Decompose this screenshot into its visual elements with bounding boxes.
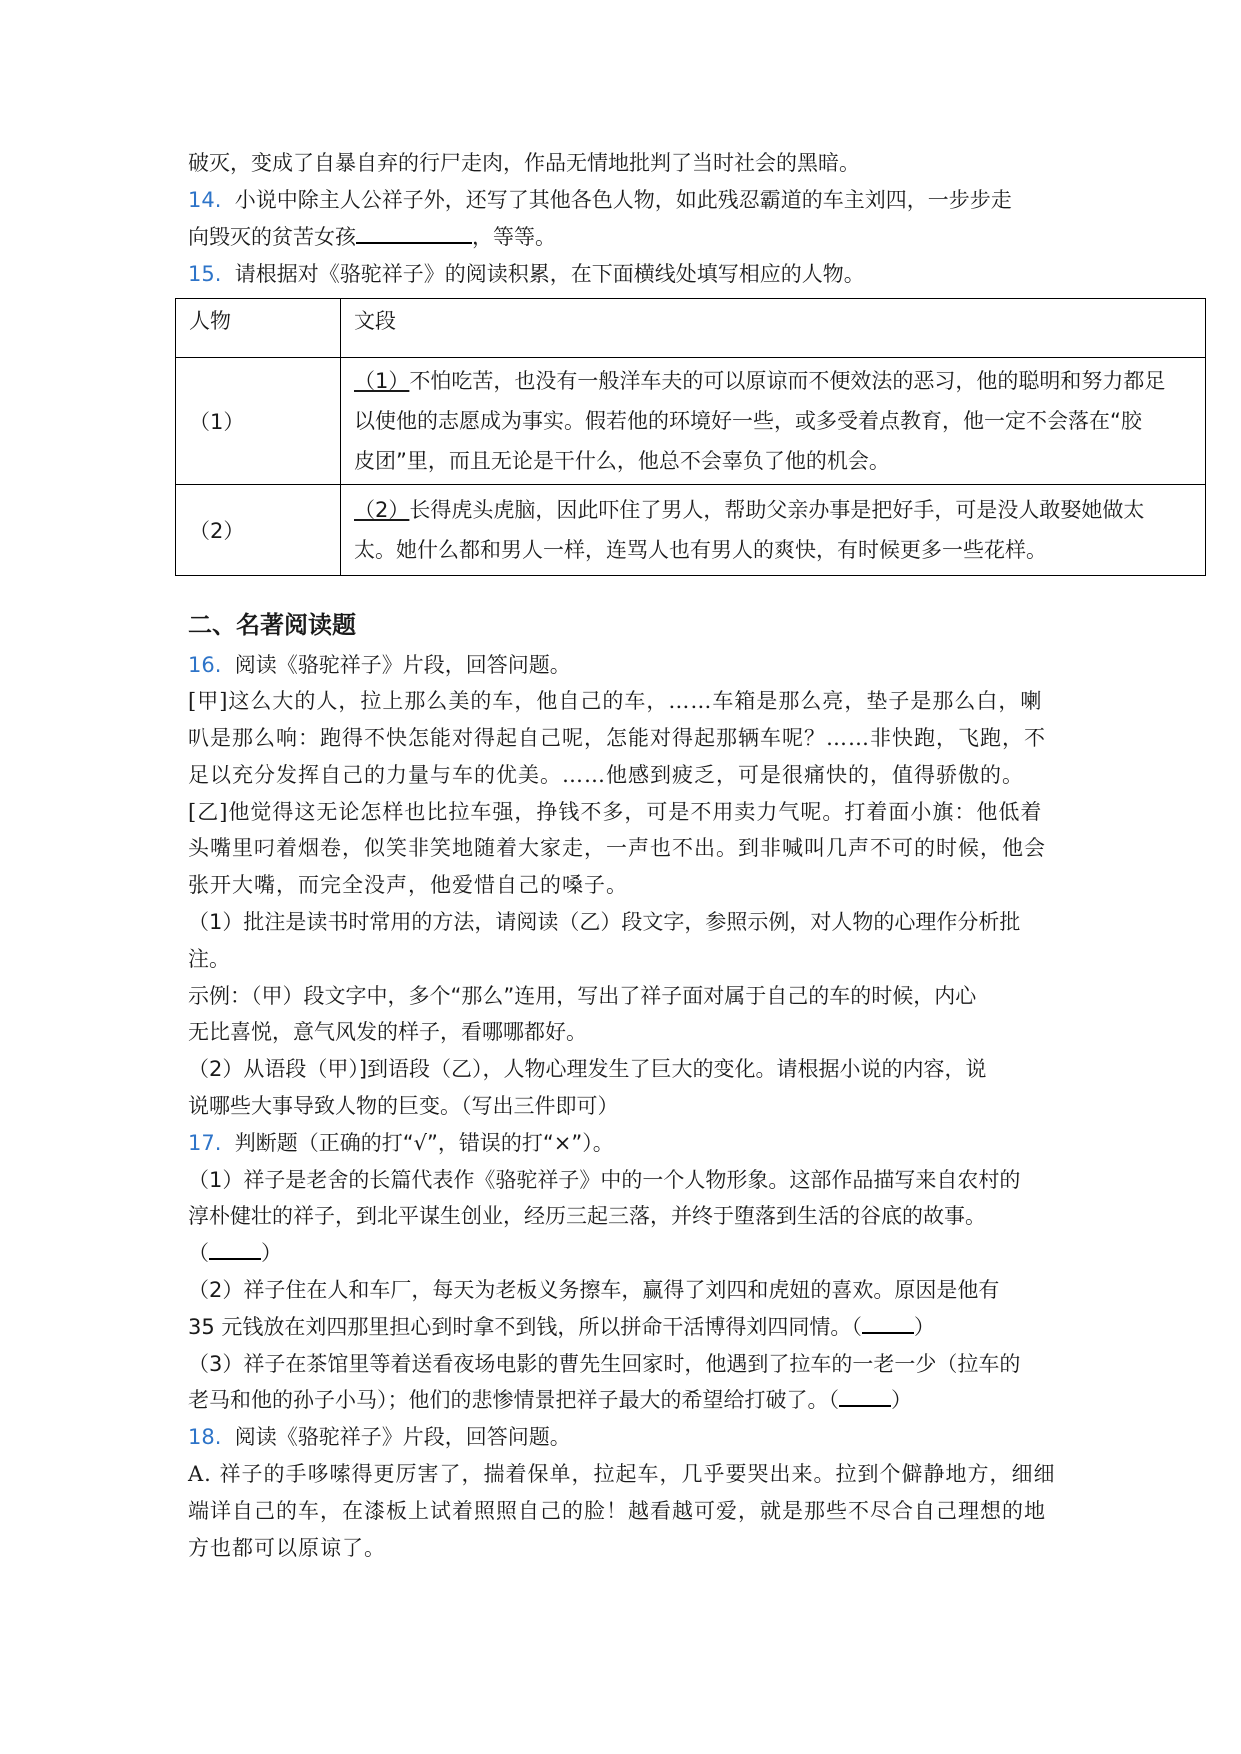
row-person-label: （2） bbox=[176, 485, 341, 576]
example-line: 示例：（甲）段文字中，多个“那么”连用，写出了祥子面对属于自己的车的时候，内心 bbox=[188, 984, 977, 1008]
statement-answer-line bbox=[188, 1235, 1101, 1271]
header-passage: 文段 bbox=[341, 299, 1206, 358]
question-number: 14. bbox=[188, 188, 222, 212]
answer-blank[interactable] bbox=[839, 1383, 891, 1407]
passage-a-line: 端详自己的车，在漆板上试着照照自己的脸！越看越可爱，就是那些不尽合自己理想的地 bbox=[188, 1499, 1046, 1523]
header-person: 人物 bbox=[176, 299, 341, 358]
question-number: 17. bbox=[188, 1131, 222, 1155]
question-18-line bbox=[188, 1419, 1101, 1455]
passage-a-line: 方也都可以原谅了。 bbox=[188, 1536, 386, 1560]
row-passage bbox=[341, 358, 1206, 485]
passage-yi-line: 张开大嘴，而完全没声，他爱惜自己的嗓子。 bbox=[188, 873, 628, 897]
character-table bbox=[175, 298, 1206, 576]
passage-yi-line: [乙]他觉得这无论怎样也比拉车强，挣钱不多，可是不用卖力气呢。打着面小旗：他低着 bbox=[188, 800, 1043, 824]
passage-jia-line: 叭是那么响：跑得不快怎能对得起自己呢，怎能对得起那辆车呢？……非快跑，飞跑，不 bbox=[188, 726, 1046, 750]
section-heading: 二、名著阅读题 bbox=[188, 611, 356, 639]
statement-line: 淳朴健壮的祥子，到北平谋生创业，经历三起三落，并终于堕落到生活的谷底的故事。 bbox=[188, 1204, 986, 1228]
question-14-line-1 bbox=[188, 182, 1101, 218]
statement-line bbox=[188, 1382, 1101, 1418]
question-text: 小说中除主人公祥子外，还写了其他各色人物，如此残忍霸道的车主刘四，一步步走 bbox=[234, 188, 1012, 212]
answer-blank[interactable]: （2） bbox=[354, 498, 410, 522]
subquestion-line: 说哪些大事导致人物的巨变。（写出三件即可） bbox=[188, 1094, 619, 1118]
subquestion-line: （1）批注是读书时常用的方法，请阅读（乙）段文字，参照示例，对人物的心理作分析批 bbox=[188, 910, 1021, 934]
question-text: 向毁灭的贫苦女孩 bbox=[188, 225, 356, 249]
question-text: 判断题（正确的打“√”，错误的打“×”）。 bbox=[234, 1131, 614, 1155]
question-16-line bbox=[188, 647, 1101, 683]
table-row bbox=[176, 358, 1206, 485]
passage-text: 长得虎头虎脑，因此吓住了男人，帮助父亲办事是把好手，可是没人敢娶她做太 bbox=[409, 498, 1145, 522]
table-row bbox=[176, 485, 1206, 576]
passage-text: 太。她什么都和男人一样，连骂人也有男人的爽快，有时候更多一些花样。 bbox=[354, 538, 1047, 562]
paren-close: ） bbox=[891, 1388, 912, 1412]
intro-line: 破灭，变成了自暴自弃的行尸走肉，作品无情地批判了当时社会的黑暗。 bbox=[188, 151, 860, 175]
question-text: 阅读《骆驼祥子》片段，回答问题。 bbox=[234, 1425, 571, 1449]
answer-blank[interactable]: （1） bbox=[354, 369, 410, 393]
question-number: 16. bbox=[188, 653, 222, 677]
statement-text: 老马和他的孙子小马）；他们的悲惨情景把祥子最大的希望给打破了。（ bbox=[188, 1388, 839, 1412]
statement-line: （3）祥子在茶馆里等着送看夜场电影的曹先生回家时，他遇到了拉车的一老一少（拉车的 bbox=[188, 1352, 1021, 1376]
row-person-label: （1） bbox=[176, 358, 341, 485]
question-number: 15. bbox=[188, 262, 222, 286]
question-17-line bbox=[188, 1125, 1101, 1161]
passage-yi-line: 头嘴里叼着烟卷，似笑非笑地随着大家走，一声也不出。到非喊叫几声不可的时候，他会 bbox=[188, 836, 1046, 860]
passage-a-line: A. 祥子的手哆嗦得更厉害了，揣着保单，拉起车，几乎要哭出来。拉到个僻静地方，细细 bbox=[188, 1462, 1056, 1486]
passage-text: 以使他的志愿成为事实。假若他的环境好一些，或多受着点教育，他一定不会落在“胶 bbox=[354, 409, 1142, 433]
question-text: ，等等。 bbox=[472, 225, 556, 249]
answer-blank[interactable] bbox=[356, 220, 472, 244]
subquestion-line: 注。 bbox=[188, 947, 230, 971]
row-passage bbox=[341, 485, 1206, 576]
table-header-row bbox=[176, 299, 1206, 358]
passage-jia-line: [甲]这么大的人，拉上那么美的车，他自己的车，……车箱是那么亮，垫子是那么白，喇 bbox=[188, 689, 1043, 713]
paren-close: ） bbox=[913, 1315, 935, 1339]
example-line: 无比喜悦，意气风发的样子，看哪哪都好。 bbox=[188, 1020, 587, 1044]
statement-text: 35 元钱放在刘四那里担心到时拿不到钱，所以拼命干活博得刘四同情。（ bbox=[188, 1315, 862, 1339]
answer-blank[interactable] bbox=[209, 1236, 261, 1260]
paren-open: （ bbox=[188, 1241, 209, 1265]
statement-line: （2）祥子住在人和车厂，每天为老板义务擦车，赢得了刘四和虎妞的喜欢。原因是他有 bbox=[188, 1278, 1000, 1302]
question-14-line-2 bbox=[188, 219, 1101, 255]
paren-close: ） bbox=[261, 1241, 282, 1265]
question-15-line bbox=[188, 256, 1101, 292]
passage-text: 皮团”里，而且无论是干什么，他总不会辜负了他的机会。 bbox=[354, 449, 890, 473]
passage-text: 不怕吃苦，也没有一般洋车夫的可以原谅而不便效法的恶习，他的聪明和努力都足 bbox=[409, 369, 1166, 393]
statement-line: （1）祥子是老舍的长篇代表作《骆驼祥子》中的一个人物形象。这部作品描写来自农村的 bbox=[188, 1168, 1021, 1192]
question-text: 阅读《骆驼祥子》片段，回答问题。 bbox=[234, 653, 571, 677]
statement-line bbox=[188, 1309, 1101, 1345]
answer-blank[interactable] bbox=[862, 1310, 914, 1334]
question-text: 请根据对《骆驼祥子》的阅读积累，在下面横线处填写相应的人物。 bbox=[234, 262, 865, 286]
question-number: 18. bbox=[188, 1425, 222, 1449]
passage-jia-line: 足以充分发挥自己的力量与车的优美。……他感到疲乏，可是很痛快的，值得骄傲的。 bbox=[188, 763, 1024, 787]
subquestion-line: （2）从语段（甲）]到语段（乙），人物心理发生了巨大的变化。请根据小说的内容，说 bbox=[188, 1057, 987, 1081]
